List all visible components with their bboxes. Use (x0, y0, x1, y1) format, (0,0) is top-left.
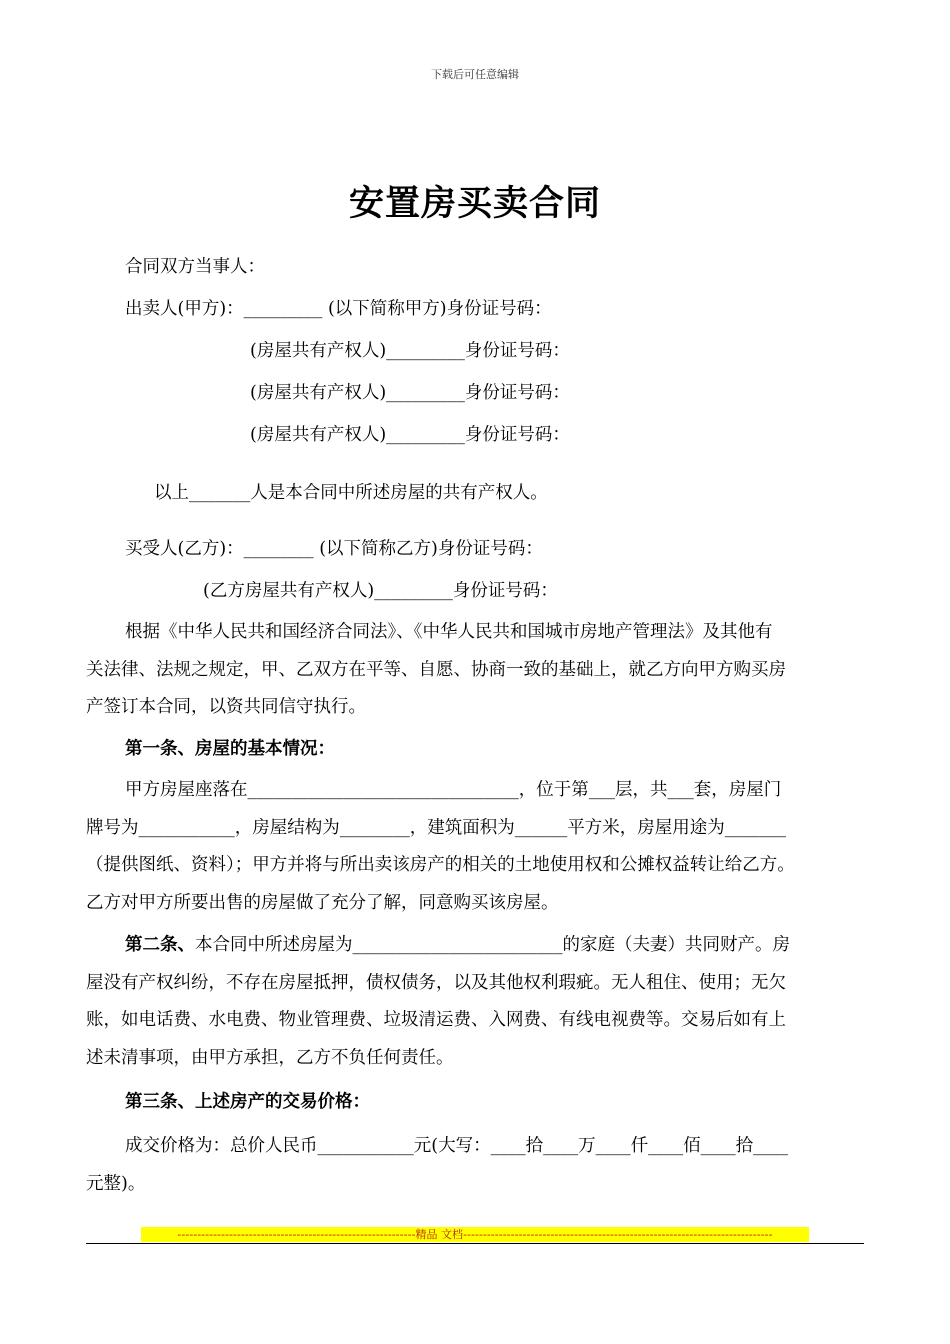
footer-watermark-band (141, 1227, 809, 1242)
co-owner-line-1: (房屋共有产权人)_________身份证号码： (250, 341, 570, 361)
preamble-line-2: 关法律、法规之规定，甲、乙双方在平等、自愿、协商一致的基础上，就乙方向甲方购买房 (86, 659, 786, 680)
article1-line-4: 乙方对甲方所要出售的房屋做了充分了解，同意购买该房屋。 (86, 893, 559, 914)
article3-paragraph (86, 1128, 866, 1203)
co-owner-summary: 以上_______人是本合同中所述房屋的共有产权人。 (154, 483, 548, 503)
article3-heading: 第三条、上述房产的交易价格： (125, 1092, 370, 1112)
preamble-paragraph (86, 614, 866, 727)
footer-rule (86, 1243, 864, 1244)
document-title: 安置房买卖合同 (348, 183, 601, 224)
footer-right-dashes: ------------------------------------------------------------------------------ (463, 1228, 773, 1241)
article3-line-1: 成交价格为：总价人民币___________元(大写：____拾____万____仟____佰____拾____ (125, 1136, 789, 1156)
article1-line-1: 甲方房屋座落在_______________________________，位于第___层，共___套，房屋门 (125, 780, 782, 800)
buyer-line: 买受人(乙方)：________ (以下简称乙方)身份证号码： (125, 539, 543, 559)
co-owner-line-2: (房屋共有产权人)_________身份证号码： (250, 383, 570, 403)
article1-heading: 第一条、房屋的基本情况： (125, 739, 335, 759)
footer-label: 精品 文档 (415, 1228, 464, 1241)
article1-paragraph (86, 772, 866, 923)
article2-line-2: 屋没有产权纠纷，不存在房屋抵押，债权债务，以及其他权利瑕疵。无人租住、使用；无欠 (86, 972, 786, 993)
article1-line-2: 牌号为___________，房屋结构为________，建筑面积为______平方米，房屋用途为_______ (86, 817, 786, 838)
article2-line-1: 本合同中所述房屋为________________________的家庭（夫妻）共同财产。房 (195, 935, 790, 955)
article3-line-2: 元整)。 (86, 1173, 146, 1194)
article2-heading: 第二条、 (125, 935, 195, 955)
article2-line-3: 账，如电话费、水电费、物业管理费、垃圾清运费、入网费、有线电视费等。交易后如有上 (86, 1010, 786, 1031)
article2-line-4: 述未清事项，由甲方承担，乙方不负任何责任。 (86, 1048, 454, 1069)
seller-line: 出卖人(甲方)：_________ (以下简称甲方)身份证号码： (125, 299, 552, 319)
article2-paragraph (86, 927, 866, 1078)
preamble-line-1: 根据《中华人民共和国经济合同法》、《中华人民共和国城市房地产管理法》及其他有 (125, 622, 773, 642)
footer-left-dashes: ------------------------------------------------------------ (177, 1228, 416, 1241)
header-note: 下载后可任意编辑 (431, 68, 519, 81)
parties-intro: 合同双方当事人： (125, 257, 265, 277)
article1-line-3: （提供图纸、资料）；甲方并将与所出卖该房产的相关的土地使用权和公摊权益转让给乙方。 (86, 855, 795, 876)
buyer-co-owner-line: (乙方房屋共有产权人)_________身份证号码： (203, 581, 558, 601)
preamble-line-3: 产签订本合同，以资共同信守执行。 (86, 697, 366, 718)
co-owner-line-3: (房屋共有产权人)_________身份证号码： (250, 425, 570, 445)
